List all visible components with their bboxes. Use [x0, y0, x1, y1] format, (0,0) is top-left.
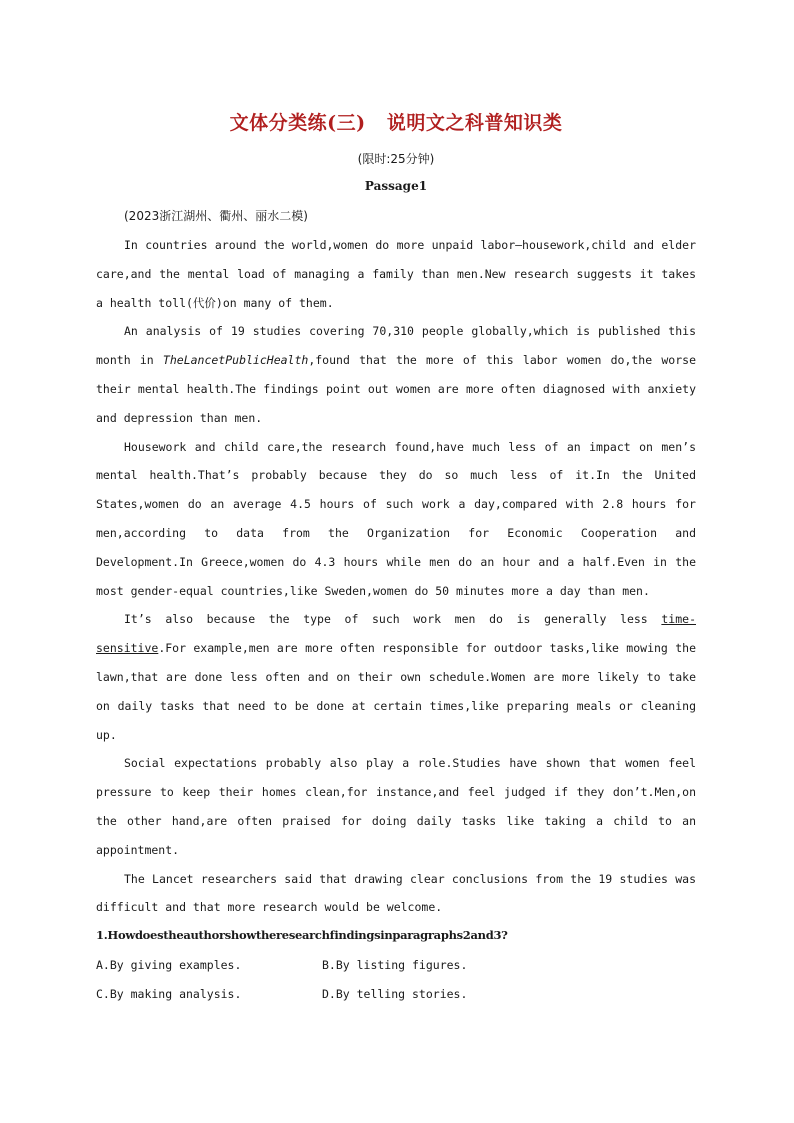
- paragraph-3: Housework and child care,the research found,have much less of an impact on men’s mental health.That’s probably because they do so much less of it.In the United States,women do an average 4.5 hours of such work a day,compared with 2.8 hours for men,according to data from the Organization for Economic Cooperation and Development.In Greece,women do 4.3 hours while men do an hour and a half.Even in the most gender-equal countries,like Sweden,women do 50 minutes more a day than men.: [96, 439, 696, 598]
- paragraph-4-text-b: .For example,men are more often responsible for outdoor tasks,like mowing the lawn,that are done less often and on their own schedule.Women are more likely to take on daily tasks that need to be done at certain times,like preparing meals or cleaning up.: [96, 641, 696, 742]
- question-1: 1.Howdoestheauthorshowtheresearchfindingsinparagraphs2and3?: [96, 928, 508, 942]
- paragraph-6: The Lancet researchers said that drawing clear conclusions from the 19 studies was difficult and that more research would be welcome.: [96, 871, 696, 915]
- paragraph-4: [96, 605, 696, 749]
- paragraph-4-text-a: It’s also because the type of such work men do is generally less: [124, 612, 662, 627]
- option-c: C.By making analysis.: [96, 987, 242, 1001]
- option-d: D.By telling stories.: [322, 987, 468, 1001]
- paragraph-2-text-b: ,found that the more of this labor women do,the worse their mental health.The findings point out women are more often diagnosed with anxiety and depression than men.: [96, 353, 697, 425]
- source-note: (2023浙江湖州、衢州、丽水二模): [124, 209, 308, 223]
- passage-label: Passage1: [364, 179, 428, 193]
- option-a: A.By giving examples.: [96, 958, 242, 972]
- underlined-term: time-sensitive: [96, 612, 696, 656]
- paragraph-5: Social expectations probably also play a role.Studies have shown that women feel pressure to keep their homes clean,for instance,and feel judged if they don’t.Men,on the other hand,are often praised for doing daily tasks like taking a child to an appointment.: [96, 756, 696, 857]
- paragraph-2-text-a: An analysis of 19 studies covering 70,310 people globally,which is published this month in: [96, 324, 696, 368]
- paragraph-2: [96, 317, 696, 432]
- passage-body: [96, 231, 696, 922]
- time-limit: (限时:25分钟): [357, 152, 435, 166]
- paragraph-1: In countries around the world,women do more unpaid labor—housework,child and elder care,and the mental load of managing a family than men.New research suggests it takes a health toll(代价)on many of them.: [96, 238, 696, 310]
- option-b: B.By listing figures.: [322, 958, 468, 972]
- journal-name: TheLancetPublicHealth: [162, 353, 309, 368]
- page-title: 文体分类练(三) 说明文之科普知识类: [229, 112, 563, 134]
